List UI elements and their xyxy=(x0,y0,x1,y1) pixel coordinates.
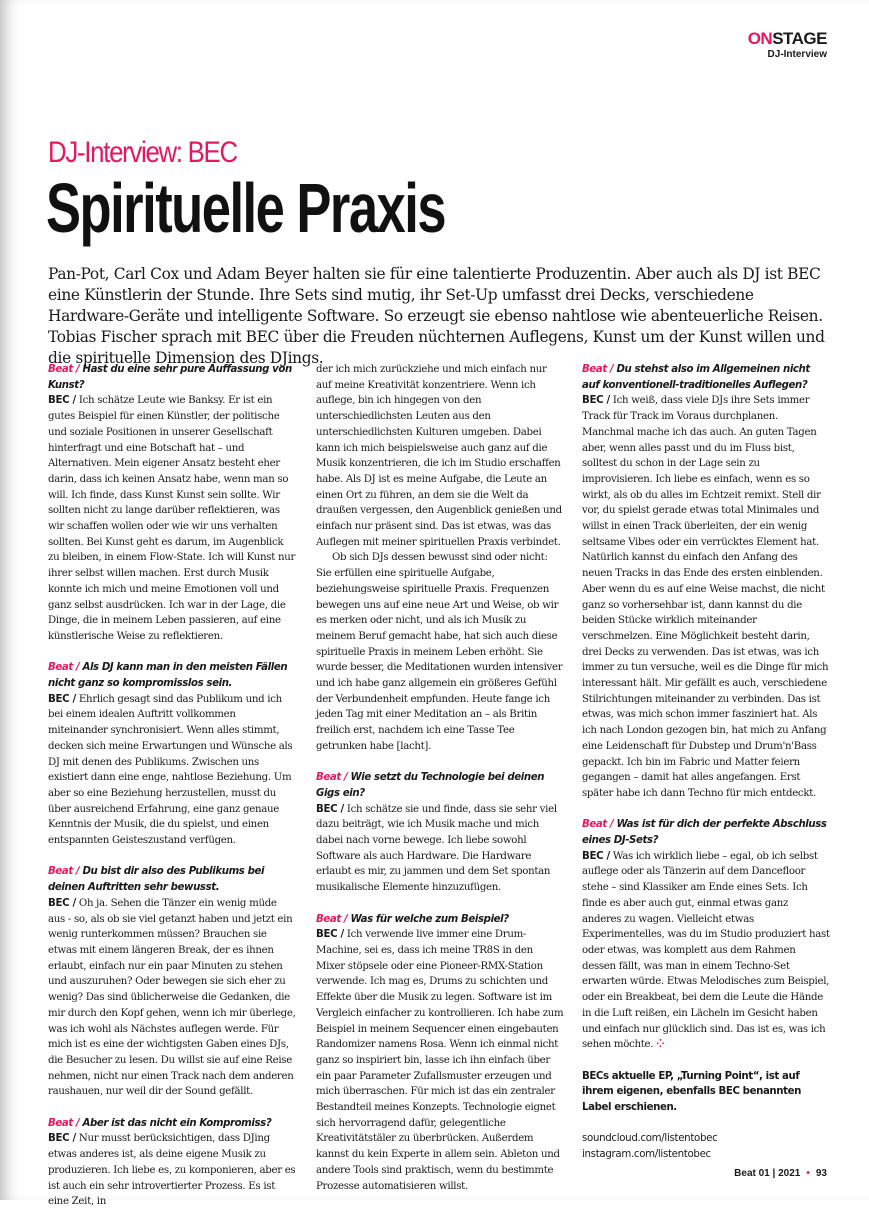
question xyxy=(48,864,296,895)
question xyxy=(316,912,564,928)
answer-tag: BEC / xyxy=(48,693,76,705)
answer-text: Ich schätze sie und finde, dass sie sehr viel dazu beiträgt, wie ich Musik mache und mich dabei nach vorne bewege. Ich liebe sowohl Software als auch Hardware. Die Hardware erlaubt es mir, zu jammen und dem Set spontan musikalische Elemente hinzuzufügen. xyxy=(316,803,557,894)
answer-tag: BEC / xyxy=(316,929,344,941)
question-tag: Beat / xyxy=(582,364,614,375)
answer-tag: BEC / xyxy=(48,897,76,909)
question-text: Als DJ kann man in den meisten Fällen nicht ganz so kompromisslos sein. xyxy=(48,662,288,690)
answer-text: Ehrlich gesagt sind das Publikum und ich bei einem idealen Auftritt vollkommen miteinander synchronisiert. Wenn alles stimmt, decken sich meine Erwartungen und Wünsche als DJ mit denen des Publikums. Zwischen uns existiert dann eine enge, nahtlose Beziehung. Um aber so eine Beziehung herzustellen, musst du über ausreichend Erfahrung, eine ganz genaue Kenntnis der Musik, die du spielst, und einen entspannten Geisteszustand verfügen. xyxy=(48,693,293,847)
question-tag: Beat / xyxy=(316,772,348,784)
answer xyxy=(48,393,296,644)
section-mark-rest: STAGE xyxy=(772,29,827,48)
answer xyxy=(582,849,830,1053)
answer-tag: BEC / xyxy=(316,803,344,815)
answer-text: Ich weiß, dass viele DJs ihre Sets immer Track für Track im Voraus durchplanen. Manchmal mache ich das auch. An guten Tagen aber, wenn alles passt und du im Fluss bist, solltest du schon in der Lage sein zu improvisieren. Ich liebe es einfach, wenn es so wirkt, als ob du alles im Echtzeit remixt. Stell dir vor, du spielst gerade etwas total Minimales und willst in einen Track überleiten, der ein wenig seltsame Vibes oder ein verrücktes Element hat. Natürlich kannst du einfach den Anfang des neuen Tracks in das Ende des ersten einblenden. Aber wenn du es auf eine Weise machst, die nicht ganz so vorhersehbar ist, dann kannst du die beiden Stücke wirklich miteinander verschmelzen. Eine Möglichkeit besteht darin, drei Decks zu verwenden. Das ist etwas, was ich immer zu tun versuche, weil es die Dinge für mich interessant hält. Mir gefällt es auch, verschiedene Stilrichtungen miteinander zu verbinden. Das ist etwas, was mich schon immer fasziniert hat. Als ich nach London gezogen bin, hat mich zu Anfang eine Leidenschaft für Dubstep und Drum'n'Bass gepackt. Ich bin im Fabric und Matter feiern gegangen – damit hat alles angefangen. Erst später habe ich dann Techno für mich entdeckt. xyxy=(582,395,829,799)
page-number: 93 xyxy=(815,1168,827,1179)
page-footer xyxy=(734,1168,827,1179)
social-link-soundcloud[interactable]: soundcloud.com/listentobec xyxy=(582,1133,718,1145)
answer xyxy=(316,802,564,896)
column-1 xyxy=(48,362,296,1210)
answer-text: Oh ja. Sehen die Tänzer ein wenig müde aus - so, als ob sie viel getanzt haben und jetzt ein wenig runterkommen müssen? Brauchen sie etwas mit einem längeren Break, der es ihnen erlaubt, einfach nur ein paar Minuten zu stehen und auszuruhen? Oder bewegen sie sich eher zu wenig? Das sind üblicherweise die Gedanken, die mir durch den Kopf gehen, wenn ich mir überlege, was ich wohl als Nächstes auflegen werde. Für mich ist es eine der wichtigsten Gaben eines DJs, die Besucher zu lesen. Du willst sie auf eine Reise nehmen, nicht nur einen Track nach dem anderen raushauen, nur weil dir der Sound gefällt. xyxy=(48,897,296,1098)
column-3 xyxy=(582,362,830,1163)
section-mark-highlight: ON xyxy=(747,29,773,48)
question xyxy=(316,770,564,801)
section-subtitle: DJ-Interview xyxy=(767,49,827,60)
article-headline: Spirituelle Praxis xyxy=(46,169,446,247)
issue-label: Beat 01 | 2021 xyxy=(734,1168,801,1179)
answer-tag: BEC / xyxy=(48,395,76,407)
end-mark-icon: ⁘ xyxy=(656,1039,665,1051)
footer-separator: • xyxy=(806,1168,810,1179)
question-tag: Beat / xyxy=(48,1117,80,1129)
column-2 xyxy=(316,362,564,1194)
question-text: Aber ist das nicht ein Kompromiss? xyxy=(82,1117,272,1129)
question xyxy=(48,1116,296,1132)
answer-text: Ich verwende live immer eine Drum-Machine, sei es, dass ich meine TR8S in den Mixer stöpsele oder eine Pioneer-RMX-Station verwende. Ich mag es, Drums zu schichten und Effekte über die Musik zu legen. Software ist im Vergleich einfacher zu kontrollieren. Ich habe zum Beispiel in meinem Sequencer einen eingebauten Randomizer namens Rosa. Wenn ich einmal nicht ganz so inspiriert bin, lasse ich ihn einfach über ein paar Parameter Zufallsmuster erzeugen und mich überraschen. Für mich ist das ein zentraler Bestandteil meines Konzepts. Technologie eignet sich hervorragend dafür, gelegentliche Kreativitätstäler zu überbrücken. Außerdem kannst du kein Experte in allem sein. Ableton und andere Tools sind praktisch, wenn du bestimmte Prozesse automatisieren willst. xyxy=(316,929,564,1192)
answer xyxy=(582,393,830,801)
question-text: Du bist dir also des Publikums bei deinen Auftritten sehr bewusst. xyxy=(48,866,265,894)
answer xyxy=(48,1131,296,1210)
question-text: Was ist für dich der perfekte Abschluss eines DJ-Sets? xyxy=(582,819,827,847)
question-tag: Beat / xyxy=(48,866,80,878)
question-text: Hast du eine sehr pure Auffassung von Kunst? xyxy=(48,364,292,391)
answer xyxy=(316,927,564,1194)
answer-text: Was ich wirklich liebe – egal, ob ich selbst auflege oder als Tänzerin auf dem Dancefloor stehe – sind Klassiker am Ende eines Sets. Ich finde es aber auch gut, einmal etwas ganz anderes zu wagen. Vielleicht etwas Experimentelles, was du im Studio produziert hast oder etwas, was komplett aus dem Rahmen dessen fällt, was man in einem Techno-Set erwarten würde. Etwas Melodisches zum Beispiel, oder ein Breakbeat, bei dem die Leute die Hände in die Luft reißen, ein Lächeln im Gesicht haben und einfach nur glücklich sind. Das ist es, was ich sehen möchte. xyxy=(582,850,830,1051)
question-text: Wie setzt du Technologie bei deinen Gigs ein? xyxy=(316,772,545,799)
question xyxy=(48,362,296,393)
paragraph: Ob sich DJs dessen bewusst sind oder nicht: Sie erfüllen eine spirituelle Aufgabe, beziehungsweise spirituelle Praxis. Frequenzen bewegen uns auf eine neue Art und Weise, ob wir es merken oder nicht, und als ich Musik zu meinem Beruf gemacht habe, hat sich auch diese spirituelle Praxis in meinem Leben erhöht. Sie wurde besser, die Meditationen wurden intensiver und ich habe ganz allgemein ein größeres Gefühl der Verbundenheit empfunden. Heute fange ich jeden Tag mit einer Meditation an – als Britin freilich erst, nachdem ich eine Tasse Tee getrunken habe [lacht]. xyxy=(316,552,563,752)
question-tag: Beat / xyxy=(582,819,614,831)
question-text: Du stehst also im Allgemeinen nicht auf konventionell-traditionelles Auflegen? xyxy=(582,364,810,391)
page-header xyxy=(748,30,827,60)
question xyxy=(48,660,296,691)
article-lede: Pan-Pot, Carl Cox und Adam Beyer halten sie für eine talentierte Produzentin. Aber auch als DJ ist BEC eine Künstlerin der Stunde. Ihre Sets sind mutig, ihr Set-Up umfasst drei Decks, verschiedene Hardware-Geräte und intelligente Software. So erzeugt sie ebenso nahtlose wie abenteuerliche Reisen. Tobias Fischer sprach mit BEC über die Freuden nüchternen Auflegens, Kunst um der Kunst willen und die spirituelle Dimension des DJings. xyxy=(48,265,825,367)
answer-text: Nur musst berücksichtigen, dass DJing etwas anderes ist, als deine eigene Musik zu produzieren. Ich liebe es, zu komponieren, aber es ist auch ein sehr introvertierter Prozess. Es ist eine Zeit, in xyxy=(48,1133,296,1208)
question xyxy=(582,362,830,393)
question-tag: Beat / xyxy=(316,913,348,925)
question-text: Was für welche zum Beispiel? xyxy=(350,913,509,925)
section-mark xyxy=(748,30,827,47)
question-tag: Beat / xyxy=(48,662,80,674)
question-tag: Beat / xyxy=(48,364,80,375)
answer-text: Ich schätze Leute wie Banksy. Er ist ein gutes Beispiel für einen Künstler, der politische und soziale Positionen in unserer Gesellschaft hinterfragt und eine Botschaft hat – und Alternativen. Mein eigener Ansatz besteht eher darin, dass ich keinen Ansatz habe, wenn man so will. Ich finde, dass Kunst Kunst sein sollte. Wir sollten nicht zu lange darüber reflektieren, was wir schaffen wollen oder wie wir uns verhalten sollten. Bei Kunst geht es darum, im Augenblick zu bleiben, in einem Flow-State. Ich will Kunst nur ihrer selbst willen machen. Erst durch Musik konnte ich mich und meine Emotionen voll und ganz selbst ausdrücken. Ich war in der Lage, die Dinge, die in meinem Leben passieren, auf eine künstlerische Weise zu reflektieren. xyxy=(48,395,296,642)
release-note: BECs aktuelle EP, „Turning Point“, ist auf ihrem eigenen, ebenfalls BEC benannten Label erschienen. xyxy=(582,1070,801,1114)
answer-tag: BEC / xyxy=(582,395,610,407)
answer xyxy=(48,896,296,1100)
social-link-instagram[interactable]: instagram.com/listentobec xyxy=(582,1149,711,1161)
article-kicker: DJ-Interview: BEC xyxy=(48,136,237,169)
answer-tag: BEC / xyxy=(48,1133,76,1145)
answer xyxy=(48,692,296,849)
paragraph: der ich mich zurückziehe und mich einfach nur auf meine Kreativität konzentriere. Wenn ich auflege, bin ich hingegen von den unterschiedlichsten Leuten aus den unterschiedlichsten Kulturen umgeben. Dabei kann ich mich beispielsweise auch ganz auf die Musik konzentrieren, die ich im Studio erschaffen habe. Als DJ ist es meine Aufgabe, die Leute an einen Ort zu führen, an dem sie die Welt da draußen vergessen, den Augenblick genießen und einfach nur präsent sind. Das ist etwas, was das Auflegen mit meiner spirituellen Praxis verbindet. xyxy=(316,364,562,548)
question xyxy=(582,817,830,848)
answer-tag: BEC / xyxy=(582,850,610,862)
